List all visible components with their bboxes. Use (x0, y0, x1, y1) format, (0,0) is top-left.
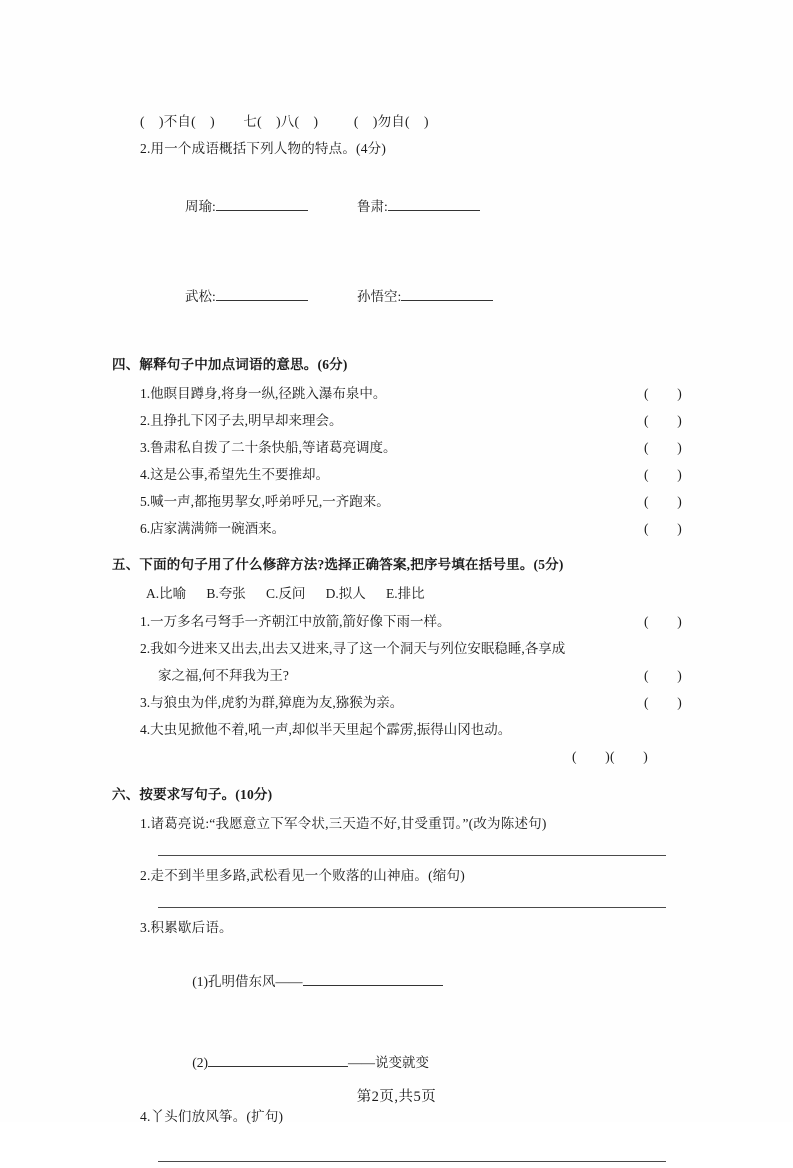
answer-blank[interactable] (208, 1052, 348, 1067)
section-6-heading: 六、按要求写句子。(10分) (112, 787, 273, 802)
answer-paren[interactable]: ( ) (644, 521, 682, 536)
q2-label-lusu: 鲁肃: (330, 162, 480, 252)
section-4-heading: 四、解释句子中加点词语的意思。(6分) (112, 357, 348, 372)
answer-blank[interactable] (303, 971, 443, 986)
section-6-item-3a: (1)孔明借东风—— (112, 941, 682, 1022)
answer-paren[interactable]: ( ) (644, 413, 682, 428)
section-5-options: A.比喻 B.夸张 C.反问 D.拟人 E.排比 (146, 586, 425, 601)
question-2-row (112, 252, 682, 342)
section-4-item: 1.他瞑目蹲身,将身一纵,径跳入瀑布泉中。 ( ) (112, 380, 682, 407)
q2-label-zhouyu: 周瑜: (158, 162, 330, 252)
q2-label-wusong: 武松: (158, 252, 330, 342)
answer-blank[interactable] (216, 196, 308, 211)
q2-label-sunwukong: 孙悟空: (330, 252, 493, 342)
answer-paren[interactable]: ( ) (644, 386, 682, 401)
section-5-item: 1.一万多名弓弩手一齐朝江中放箭,箭好像下雨一样。 ( ) (112, 608, 682, 635)
answer-paren[interactable]: ( ) (644, 668, 682, 683)
page-content (112, 108, 682, 1168)
page-footer: 第2页,共5页 (356, 1089, 437, 1105)
answer-paren[interactable]: ( )( ) (572, 749, 648, 764)
question-2-stem: 2.用一个成语概括下列人物的特点。(4分) (140, 141, 387, 156)
section-6-item-3: 3.积累歇后语。 (140, 920, 233, 935)
answer-blank[interactable] (216, 286, 308, 301)
section-6-item-4: 4.丫头们放风筝。(扩句) (140, 1109, 284, 1124)
section-5-item: 4.大虫见掀他不着,吼一声,却似半天里起个霹雳,振得山冈也动。 (140, 722, 512, 737)
answer-blank[interactable] (401, 286, 493, 301)
section-5-item-cont: 家之福,何不拜我为王? ( ) (112, 662, 682, 689)
question-2-row (112, 162, 682, 252)
answer-paren[interactable]: ( ) (644, 695, 682, 710)
answer-paren[interactable]: ( ) (644, 440, 682, 455)
section-5-item: 2.我如今进来又出去,出去又进来,寻了这一个洞天与列位安眠稳睡,各享成 (140, 641, 566, 656)
answer-rule[interactable] (158, 1160, 666, 1162)
section-4-item: 4.这是公事,希望先生不要推却。 ( ) (112, 461, 682, 488)
answer-blank[interactable] (388, 196, 480, 211)
section-5-heading: 五、下面的句子用了什么修辞方法?选择正确答案,把序号填在括号里。(5分) (112, 557, 564, 572)
section-4-item: 3.鲁肃私自拨了二十条快船,等诸葛亮调度。 ( ) (112, 434, 682, 461)
answer-paren[interactable]: ( ) (644, 494, 682, 509)
fill-in-idioms-row: ( )不自( ) 七( )八( ) ( )勿自( ) (140, 114, 429, 129)
answer-paren[interactable]: ( ) (644, 614, 682, 629)
section-4-item: 5.喊一声,都拖男挈女,呼弟呼兄,一齐跑来。 ( ) (112, 488, 682, 515)
section-5-item-marks (112, 743, 682, 770)
section-6-item-2: 2.走不到半里多路,武松看见一个败落的山神庙。(缩句) (140, 868, 465, 883)
answer-rule[interactable] (158, 854, 666, 856)
section-6-item-3b: (2) ——说变就变 (112, 1022, 682, 1103)
section-4-item: 6.店家满满筛一碗酒来。 ( ) (112, 515, 682, 542)
section-5-item: 3.与狼虫为伴,虎豹为群,獐鹿为友,猕猴为亲。 ( ) (112, 689, 682, 716)
answer-paren[interactable]: ( ) (644, 467, 682, 482)
section-6-item-1: 1.诸葛亮说:“我愿意立下军令状,三天造不好,甘受重罚。”(改为陈述句) (140, 816, 547, 831)
section-4-item: 2.且挣扎下冈子去,明早却来理会。 ( ) (112, 407, 682, 434)
answer-rule[interactable] (158, 906, 666, 908)
